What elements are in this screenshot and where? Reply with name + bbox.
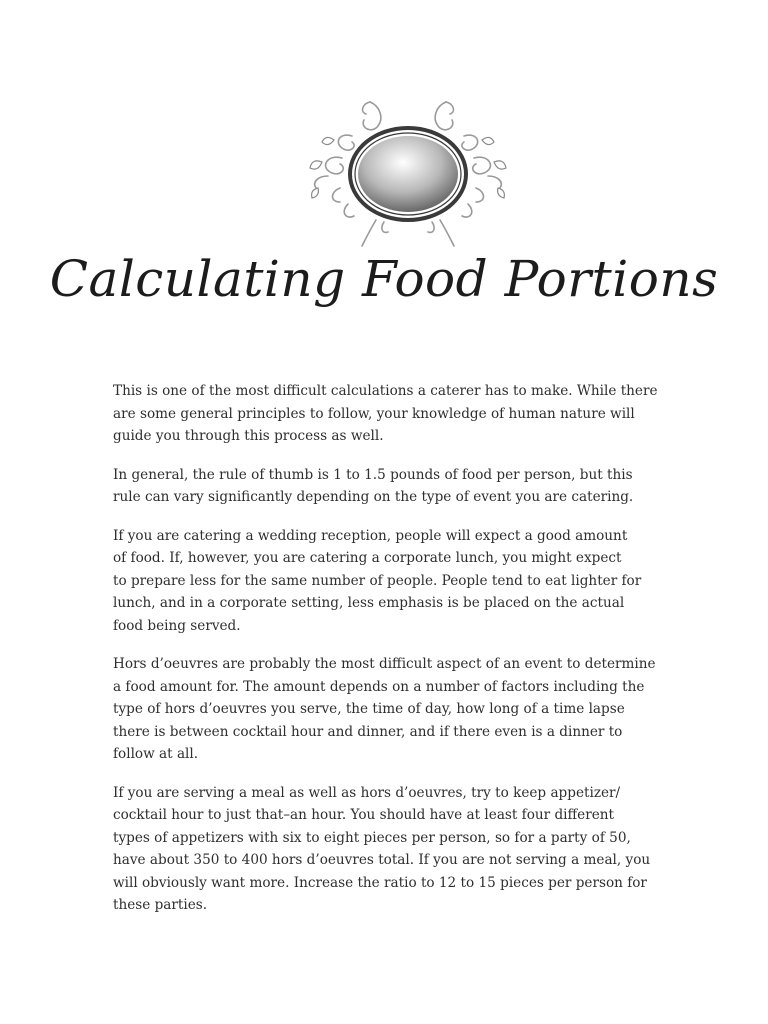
paragraph-rule-of-thumb: In general, the rule of thumb is 1 to 1.5 pounds of food per person, but this rule can vary significantly depending on the type of event you are catering. [113,466,634,505]
body-text [113,380,708,933]
paragraph-hors-doeuvres: Hors d’oeuvres are probably the most difficult aspect of an event to determine a food amount for. The amount depends on a number of factors including the type of hors d’oeuvres you serve, the time of day, how long of a time lapse there is between cocktail hour and dinner, and if there even is a dinner to follow at all. [113,656,656,762]
page-title: Calculating Food Portions [49,250,719,308]
oval-frame-ornament-icon [300,96,516,250]
paragraph-intro: This is one of the most difficult calculations a caterer has to make. While there are some general principles to follow, your knowledge of human nature will guide you through this process as well. [113,383,658,444]
paragraph-appetizer-ratio: If you are serving a meal as well as hors d’oeuvres, try to keep appetizer/ cocktail hour to just that–an hour. You should have at least four different types of appetizers with six to eight pieces per person, so for a party of 50, have about 350 to 400 hors d’oeuvres total. If you are not serving a meal, you will obviously want more. Increase the ratio to 12 to 15 pieces per person for these parties. [113,784,651,913]
paragraph-event-type: If you are catering a wedding reception, people will expect a good amount of food. If, however, you are catering a corporate lunch, you might expect to prepare less for the same number of people. People tend to eat lighter for lunch, and in a corporate setting, less emphasis is be placed on the actual food being served. [113,527,642,634]
